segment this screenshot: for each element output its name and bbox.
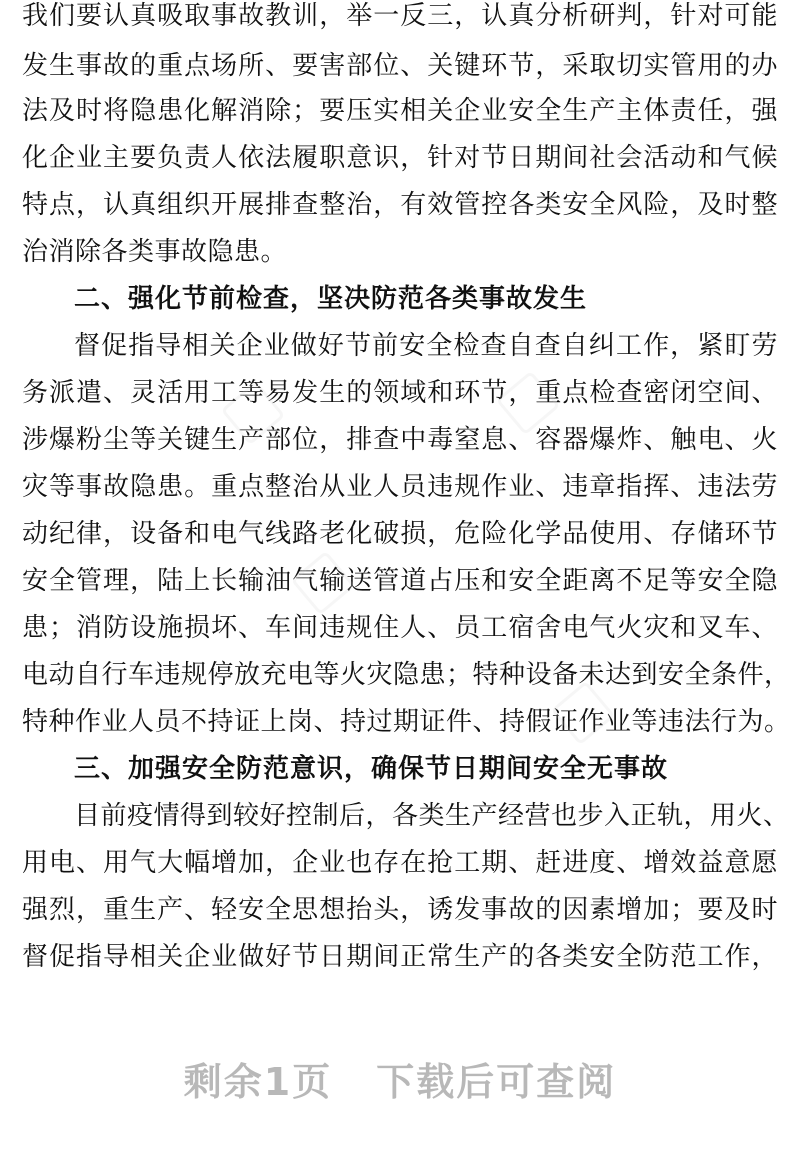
paragraph-line: 化企业主要负责人依法履职意识，针对节日期间社会活动和气候 xyxy=(22,143,778,173)
paragraph-line: 目前疫情得到较好控制后，各类生产经营也步入正轨，用火、 xyxy=(74,801,790,831)
paragraph-line: 用电、用气大幅增加，企业也存在抢工期、赶进度、增效益意愿 xyxy=(22,848,778,878)
paragraph-line: 灾等事故隐患。重点整治从业人员违规作业、违章指挥、违法劳 xyxy=(22,472,778,502)
paragraph-line: 发生事故的重点场所、要害部位、关键环节，采取切实管用的办 xyxy=(22,51,778,81)
section-heading-2: 二、强化节前检查，坚决防范各类事故发生 xyxy=(74,284,588,314)
paragraph-line: 督促指导相关企业做好节日期间正常生产的各类安全防范工作， xyxy=(22,942,778,972)
paragraph-line: 特点，认真组织开展排查整治，有效管控各类安全风险，及时整 xyxy=(22,190,778,220)
download-prompt[interactable] xyxy=(0,1052,800,1112)
paragraph-line: 务派遣、灵活用工等易发生的领域和环节，重点检查密闭空间、 xyxy=(22,378,778,408)
download-hint-label: 下载后可查阅 xyxy=(376,1060,617,1104)
paragraph-line: 安全管理，陆上长输油气输送管道占压和安全距离不足等安全隐 xyxy=(22,566,778,596)
paragraph-line: 督促指导相关企业做好节前安全检查自查自纠工作，紧盯劳 xyxy=(74,331,778,361)
paragraph-line: 电动自行车违规停放充电等火灾隐患；特种设备未达到安全条件， xyxy=(22,660,791,690)
paragraph-line: 患；消防设施损坏、车间违规住人、员工宿舍电气火灾和叉车、 xyxy=(22,613,778,643)
paragraph-line: 法及时将隐患化解消除；要压实相关企业安全生产主体责任，强 xyxy=(22,96,778,126)
paragraph-line: 治消除各类事故隐患。 xyxy=(22,237,288,267)
paragraph-line: 我们要认真吸取事故教训，举一反三，认真分析研判，针对可能 xyxy=(22,1,778,31)
remaining-pages-label: 剩余1页 xyxy=(183,1060,333,1104)
section-heading-3: 三、加强安全防范意识，确保节日期间安全无事故 xyxy=(74,754,669,784)
paragraph-line: 动纪律，设备和电气线路老化破损，危险化学品使用、存储环节 xyxy=(22,519,778,549)
paragraph-line: 特种作业人员不持证上岗、持过期证件、持假证作业等违法行为。 xyxy=(22,707,791,737)
paragraph-line: 涉爆粉尘等关键生产部位，排查中毒窒息、容器爆炸、触电、火 xyxy=(22,425,778,455)
paragraph-line: 强烈，重生产、轻安全思想抬头，诱发事故的因素增加；要及时 xyxy=(22,895,778,925)
